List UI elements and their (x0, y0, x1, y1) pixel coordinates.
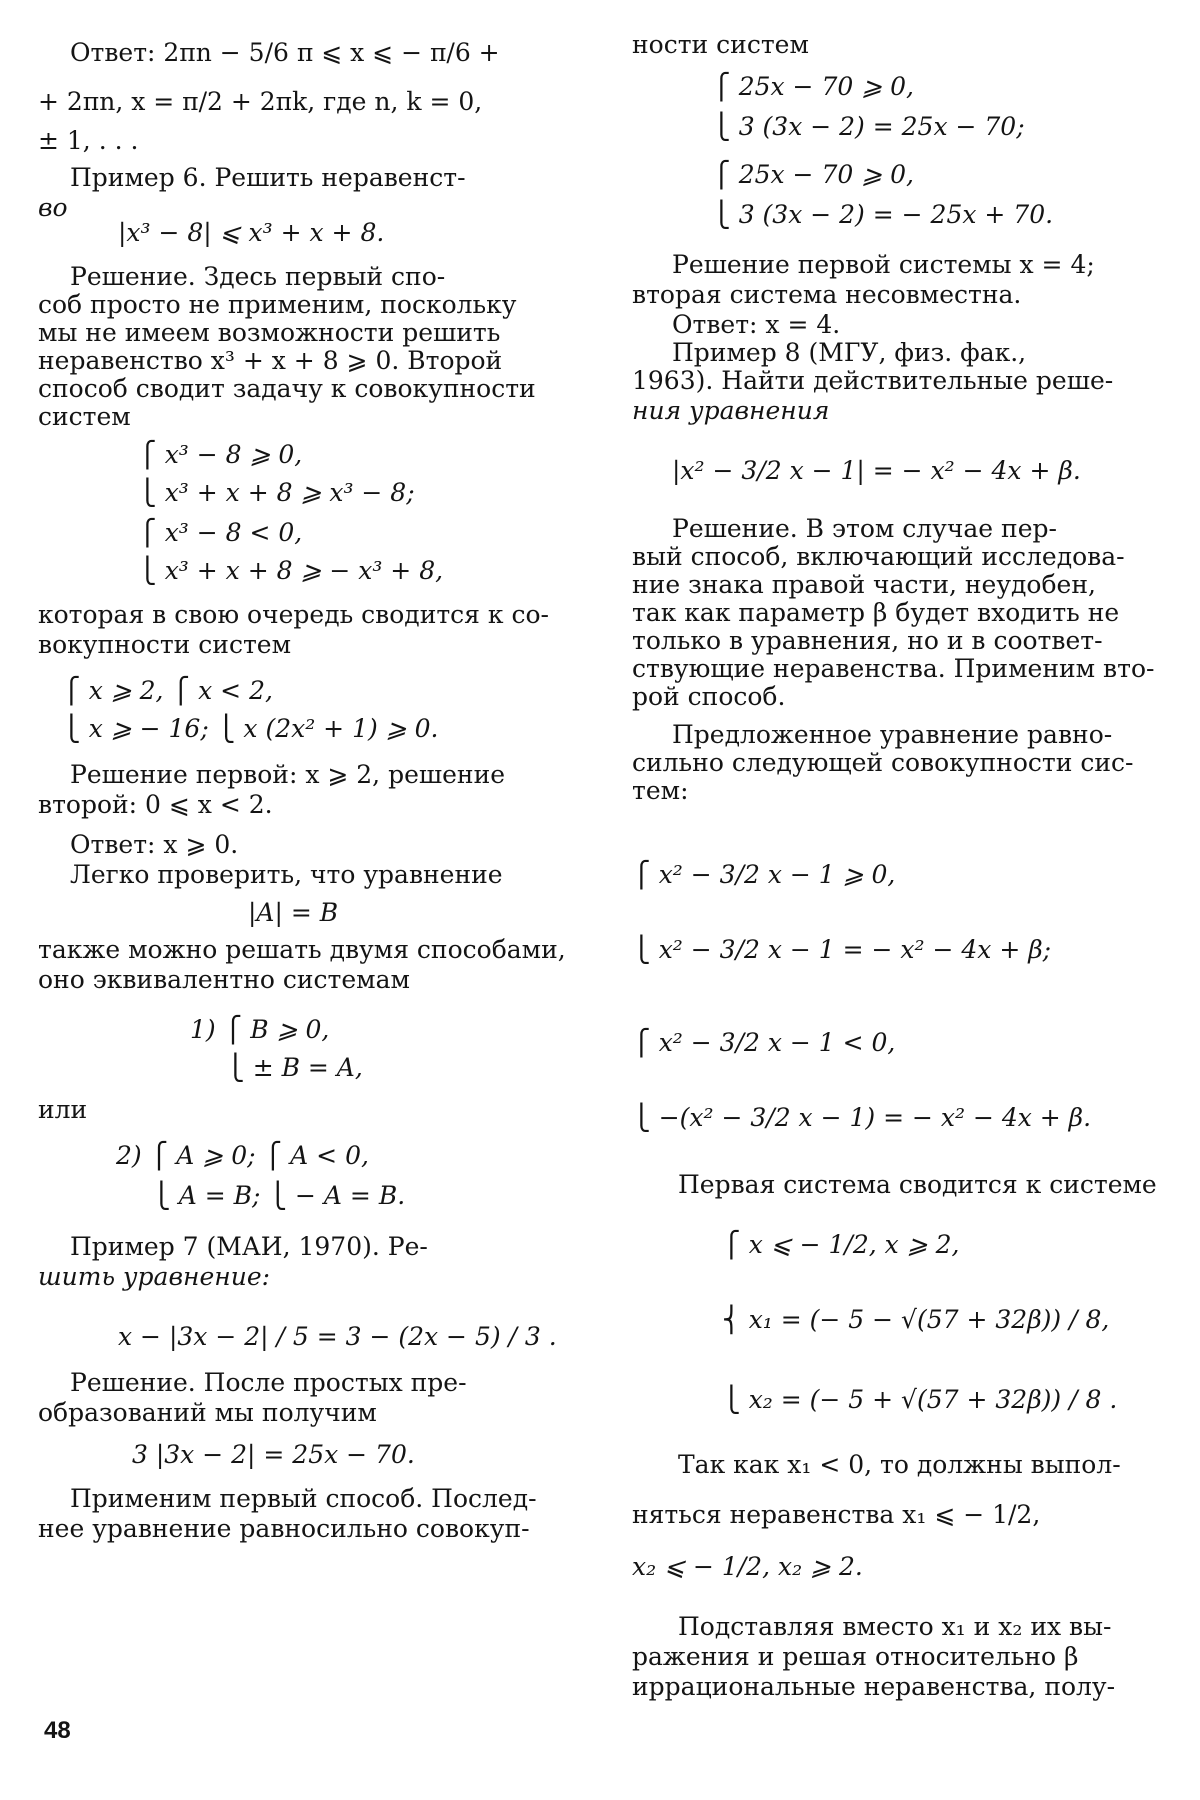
text-line: Предложенное уравнение равно- (672, 720, 1113, 749)
text-line: нее уравнение равносильно совокуп- (38, 1514, 530, 1543)
text-line: Решение. Здесь первый спо- (70, 262, 446, 291)
formula: ⎨ x₁ = (− 5 − √(57 + 32β)) / 8, (722, 1305, 1110, 1334)
text-line: сильно следующей совокупности сис- (632, 748, 1134, 777)
formula: ⎩ 3 (3x − 2) = − 25x + 70. (712, 200, 1054, 229)
text-line: Решение первой системы x = 4; (672, 250, 1095, 279)
formula: ⎩ x² − 3/2 x − 1 = − x² − 4x + β; (632, 935, 1052, 964)
formula: 1) ⎧ B ⩾ 0, (190, 1015, 330, 1044)
formula: ⎧ x ⩽ − 1/2, x ⩾ 2, (722, 1230, 960, 1259)
formula: ⎧ x² − 3/2 x − 1 ⩾ 0, (632, 860, 896, 889)
formula: |A| = B (248, 898, 339, 927)
formula: |x³ − 8| ⩽ x³ + x + 8. (118, 218, 385, 247)
formula: ⎩ x₂ = (− 5 + √(57 + 32β)) / 8 . (722, 1385, 1118, 1414)
text-line: которая в свою очередь сводится к со- (38, 600, 549, 629)
text-line: неравенство x³ + x + 8 ⩾ 0. Второй (38, 346, 503, 375)
text-line: оно эквивалентно системам (38, 965, 410, 994)
formula: ⎩ 3 (3x − 2) = 25x − 70; (712, 112, 1025, 141)
text-line: ствующие неравенства. Применим вто- (632, 654, 1155, 683)
formula: 3 |3x − 2| = 25x − 70. (132, 1440, 415, 1469)
text-line: 1963). Найти действительные реше- (632, 366, 1114, 395)
formula: ⎧ 25x − 70 ⩾ 0, (712, 72, 914, 101)
text-line: ности систем (632, 30, 809, 59)
example-heading: Пример 7 (МАИ, 1970). Ре- (70, 1232, 428, 1261)
text-line: ± 1, . . . (38, 126, 139, 155)
text-line: мы не имеем возможности решить (38, 318, 501, 347)
text-line: Применим первый способ. Послед- (70, 1484, 537, 1513)
formula: ⎩ −(x² − 3/2 x − 1) = − x² − 4x + β. (632, 1103, 1092, 1132)
text-line: + 2πn, x = π/2 + 2πk, где n, k = 0, (38, 87, 483, 116)
formula: ⎩ A = B; ⎩ − A = B. (152, 1181, 406, 1210)
text-line: шить уравнение: (38, 1262, 271, 1291)
answer-line: Ответ: x = 4. (672, 310, 841, 339)
formula: ⎧ x³ − 8 < 0, (138, 518, 303, 547)
formula: 2) ⎧ A ⩾ 0; ⎧ A < 0, (116, 1141, 369, 1170)
text-line: ние знака правой части, неудобен, (632, 570, 1096, 599)
text-line: Легко проверить, что уравнение (70, 860, 503, 889)
text-line: вокупности систем (38, 630, 292, 659)
text-line: вый способ, включающий исследова- (632, 542, 1125, 571)
formula: |x² − 3/2 x − 1| = − x² − 4x + β. (672, 456, 1081, 485)
formula: ⎧ x ⩾ 2, ⎧ x < 2, (62, 676, 273, 705)
text-line: Решение. В этом случае пер- (672, 514, 1057, 543)
right-column (632, 0, 1162, 1800)
text-line: образований мы получим (38, 1398, 377, 1427)
formula: ⎩ x³ + x + 8 ⩾ − x³ + 8, (138, 556, 444, 585)
text-line: или (38, 1095, 88, 1124)
text-line: соб просто не применим, поскольку (38, 290, 517, 319)
text-line: ния уравнения (632, 396, 830, 425)
text-line: систем (38, 402, 131, 431)
text-line: рой способ. (632, 682, 786, 711)
formula: ⎩ x³ + x + 8 ⩾ x³ − 8; (138, 478, 415, 507)
text-line: Так как x₁ < 0, то должны выпол- (678, 1450, 1121, 1479)
text-line: Подставляя вместо x₁ и x₂ их вы- (678, 1612, 1112, 1641)
text-line: тем: (632, 776, 689, 805)
page-number: 48 (44, 1717, 71, 1744)
formula: x − |3x − 2| / 5 = 3 − (2x − 5) / 3 . (118, 1322, 557, 1351)
formula: ⎧ x² − 3/2 x − 1 < 0, (632, 1028, 896, 1057)
example-heading: Пример 8 (МГУ, физ. фак., (672, 338, 1027, 367)
text-line: Решение первой: x ⩾ 2, решение (70, 760, 506, 789)
text-line: во (38, 193, 68, 222)
formula: ⎧ 25x − 70 ⩾ 0, (712, 160, 914, 189)
left-column (38, 0, 568, 1800)
text-line: вторая система несовместна. (632, 280, 1022, 309)
text-line: второй: 0 ⩽ x < 2. (38, 790, 273, 819)
text-line: Ответ: 2πn − 5/6 π ⩽ x ⩽ − π/6 + (70, 38, 500, 67)
text-line: только в уравнения, но и в соответ- (632, 626, 1103, 655)
formula: ⎩ ± B = A, (226, 1053, 363, 1082)
text-line: способ сводит задачу к совокупности (38, 374, 536, 403)
text-line: также можно решать двумя способами, (38, 935, 566, 964)
example-heading: Пример 6. Решить неравенст- (70, 163, 466, 192)
text-line: иррациональные неравенства, полу- (632, 1672, 1116, 1701)
text-line: няться неравенства x₁ ⩽ − 1/2, (632, 1500, 1041, 1529)
text-line: так как параметр β будет входить не (632, 598, 1120, 627)
formula: ⎧ x³ − 8 ⩾ 0, (138, 440, 303, 469)
answer-line: Ответ: x ⩾ 0. (70, 830, 239, 859)
text-line: ражения и решая относительно β (632, 1642, 1079, 1671)
text-line: Решение. После простых пре- (70, 1368, 467, 1397)
formula: ⎩ x ⩾ − 16; ⎩ x (2x² + 1) ⩾ 0. (62, 714, 439, 743)
text-line: Первая система сводится к системе (678, 1170, 1157, 1199)
formula: x₂ ⩽ − 1/2, x₂ ⩾ 2. (632, 1552, 863, 1581)
